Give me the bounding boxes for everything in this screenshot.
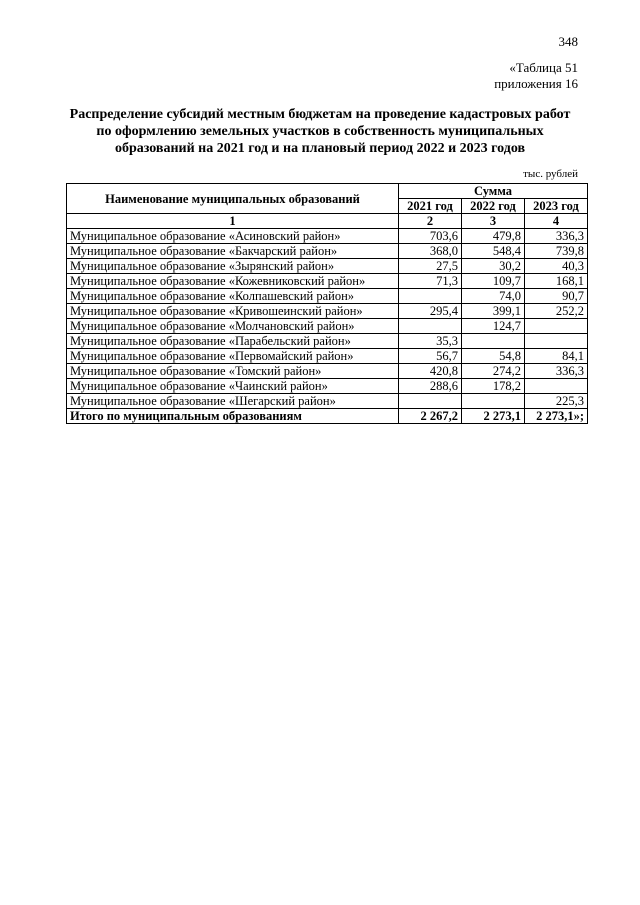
table-row <box>67 304 588 319</box>
units-label: тыс. рублей <box>523 168 578 180</box>
table-row <box>67 259 588 274</box>
value-2021: 35,3 <box>399 334 462 349</box>
value-2023 <box>525 334 588 349</box>
value-2023: 252,2 <box>525 304 588 319</box>
value-2021 <box>399 319 462 334</box>
value-2023: 90,7 <box>525 289 588 304</box>
header-row <box>67 184 588 199</box>
document-title: Распределение субсидий местным бюджетам на проведение кадастровых работ по оформлению земельных участков в собственность муниципальных образований на 2021 год и на плановый период 2022 и 2023 годов <box>69 107 571 156</box>
header-year: 2022 год <box>462 199 525 214</box>
value-2022: 548,4 <box>462 244 525 259</box>
header-year: 2023 год <box>525 199 588 214</box>
table-row <box>67 394 588 409</box>
total-2022: 2 273,1 <box>462 409 525 424</box>
row-name: Муниципальное образование «Парабельский район» <box>67 334 399 349</box>
value-2023: 40,3 <box>525 259 588 274</box>
value-2023: 739,8 <box>525 244 588 259</box>
table-row <box>67 319 588 334</box>
column-numbers-row <box>67 214 588 229</box>
value-2022: 274,2 <box>462 364 525 379</box>
value-2021: 288,6 <box>399 379 462 394</box>
row-name: Муниципальное образование «Бакчарский район» <box>67 244 399 259</box>
value-2022: 74,0 <box>462 289 525 304</box>
column-number: 3 <box>462 214 525 229</box>
value-2021: 703,6 <box>399 229 462 244</box>
table-row <box>67 364 588 379</box>
header-name: Наименование муниципальных образований <box>67 184 399 214</box>
header-year: 2021 год <box>399 199 462 214</box>
value-2022: 479,8 <box>462 229 525 244</box>
value-2022 <box>462 334 525 349</box>
column-number: 4 <box>525 214 588 229</box>
header-sum: Сумма <box>399 184 588 199</box>
column-number: 1 <box>67 214 399 229</box>
total-2021: 2 267,2 <box>399 409 462 424</box>
value-2023: 168,1 <box>525 274 588 289</box>
value-2021: 27,5 <box>399 259 462 274</box>
row-name: Муниципальное образование «Молчановский район» <box>67 319 399 334</box>
value-2023: 336,3 <box>525 229 588 244</box>
total-row <box>67 409 588 424</box>
value-2022: 178,2 <box>462 379 525 394</box>
value-2021: 56,7 <box>399 349 462 364</box>
row-name: Муниципальное образование «Шегарский район» <box>67 394 399 409</box>
value-2022: 124,7 <box>462 319 525 334</box>
table-reference <box>494 60 578 92</box>
value-2021: 420,8 <box>399 364 462 379</box>
row-name: Муниципальное образование «Первомайский район» <box>67 349 399 364</box>
table-row <box>67 229 588 244</box>
value-2023: 336,3 <box>525 364 588 379</box>
table-reference-line2: приложения 16 <box>494 76 578 91</box>
total-2023: 2 273,1»; <box>525 409 588 424</box>
total-label: Итого по муниципальным образованиям <box>67 409 399 424</box>
value-2021 <box>399 289 462 304</box>
table-row <box>67 289 588 304</box>
value-2021: 71,3 <box>399 274 462 289</box>
value-2023: 225,3 <box>525 394 588 409</box>
row-name: Муниципальное образование «Зырянский район» <box>67 259 399 274</box>
value-2023 <box>525 319 588 334</box>
row-name: Муниципальное образование «Колпашевский район» <box>67 289 399 304</box>
value-2021: 368,0 <box>399 244 462 259</box>
value-2023 <box>525 379 588 394</box>
row-name: Муниципальное образование «Кривошеинский район» <box>67 304 399 319</box>
value-2023: 84,1 <box>525 349 588 364</box>
table-row <box>67 379 588 394</box>
row-name: Муниципальное образование «Асиновский район» <box>67 229 399 244</box>
page-number: 348 <box>558 34 578 49</box>
table-row <box>67 244 588 259</box>
value-2021 <box>399 394 462 409</box>
row-name: Муниципальное образование «Томский район» <box>67 364 399 379</box>
table-row <box>67 274 588 289</box>
subsidy-table <box>66 183 588 424</box>
value-2021: 295,4 <box>399 304 462 319</box>
column-number: 2 <box>399 214 462 229</box>
table-reference-line1: «Таблица 51 <box>509 60 578 75</box>
table-row <box>67 349 588 364</box>
table-row <box>67 334 588 349</box>
value-2022: 109,7 <box>462 274 525 289</box>
value-2022 <box>462 394 525 409</box>
row-name: Муниципальное образование «Кожевниковский район» <box>67 274 399 289</box>
row-name: Муниципальное образование «Чаинский район» <box>67 379 399 394</box>
value-2022: 30,2 <box>462 259 525 274</box>
value-2022: 54,8 <box>462 349 525 364</box>
value-2022: 399,1 <box>462 304 525 319</box>
